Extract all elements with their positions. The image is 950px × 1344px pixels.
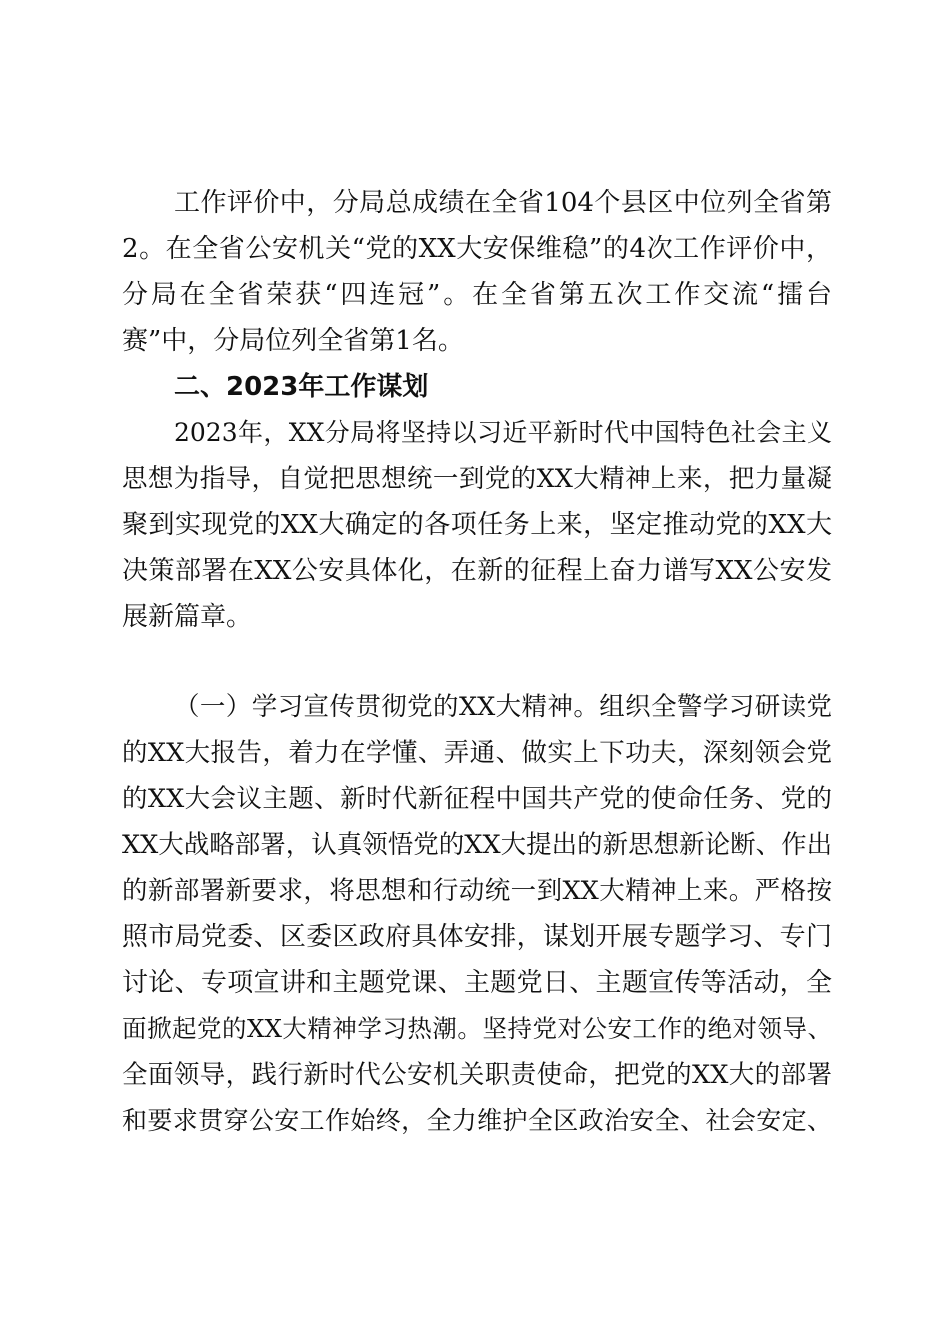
- paragraph-line: 的新部署新要求，将思想和行动统一到XX大精神上来。严格按: [122, 876, 832, 906]
- paragraph-line: 讨论、专项宣讲和主题党课、主题党日、主题宣传等活动，全: [122, 968, 832, 998]
- paragraph-line: （一）学习宣传贯彻党的XX大精神。组织全警学习研读党: [174, 692, 832, 722]
- paragraph-line: 决策部署在XX公安具体化，在新的征程上奋力谱写XX公安发: [122, 556, 832, 586]
- paragraph-line: 展新篇章。: [122, 602, 253, 632]
- paragraph-line: 思想为指导，自觉把思想统一到党的XX大精神上来，把力量凝: [122, 464, 832, 494]
- paragraph-line: 赛”中，分局位列全省第1名。: [122, 326, 464, 356]
- paragraph-line: 工作评价中，分局总成绩在全省104个县区中位列全省第: [174, 188, 832, 218]
- paragraph-line: XX大战略部署，认真领悟党的XX大提出的新思想新论断、作出: [122, 830, 833, 860]
- paragraph-line: 照市局党委、区委区政府具体安排，谋划开展专题学习、专门: [122, 922, 832, 952]
- paragraph-line: 面掀起党的XX大精神学习热潮。坚持党对公安工作的绝对领导、: [122, 1014, 832, 1043]
- paragraph-line: 聚到实现党的XX大确定的各项任务上来，坚定推动党的XX大: [122, 510, 832, 540]
- paragraph-line: 的XX大报告，着力在学懂、弄通、做实上下功夫，深刻领会党: [122, 738, 832, 768]
- paragraph-line: 2。在全省公安机关“党的XX大安保维稳”的4次工作评价中，: [122, 234, 832, 264]
- paragraph-line: 2023年，XX分局将坚持以习近平新时代中国特色社会主义: [174, 418, 832, 447]
- section-heading: 二、2023年工作谋划: [174, 372, 429, 402]
- paragraph-line: 和要求贯穿公安工作始终，全力维护全区政治安全、社会安定、: [122, 1106, 832, 1135]
- paragraph-line: 的XX大会议主题、新时代新征程中国共产党的使命任务、党的: [122, 784, 832, 814]
- paragraph-line: 分局在全省荣获“四连冠”。在全省第五次工作交流“擂台: [122, 280, 832, 310]
- paragraph-line: 全面领导，践行新时代公安机关职责使命，把党的XX大的部署: [122, 1060, 832, 1090]
